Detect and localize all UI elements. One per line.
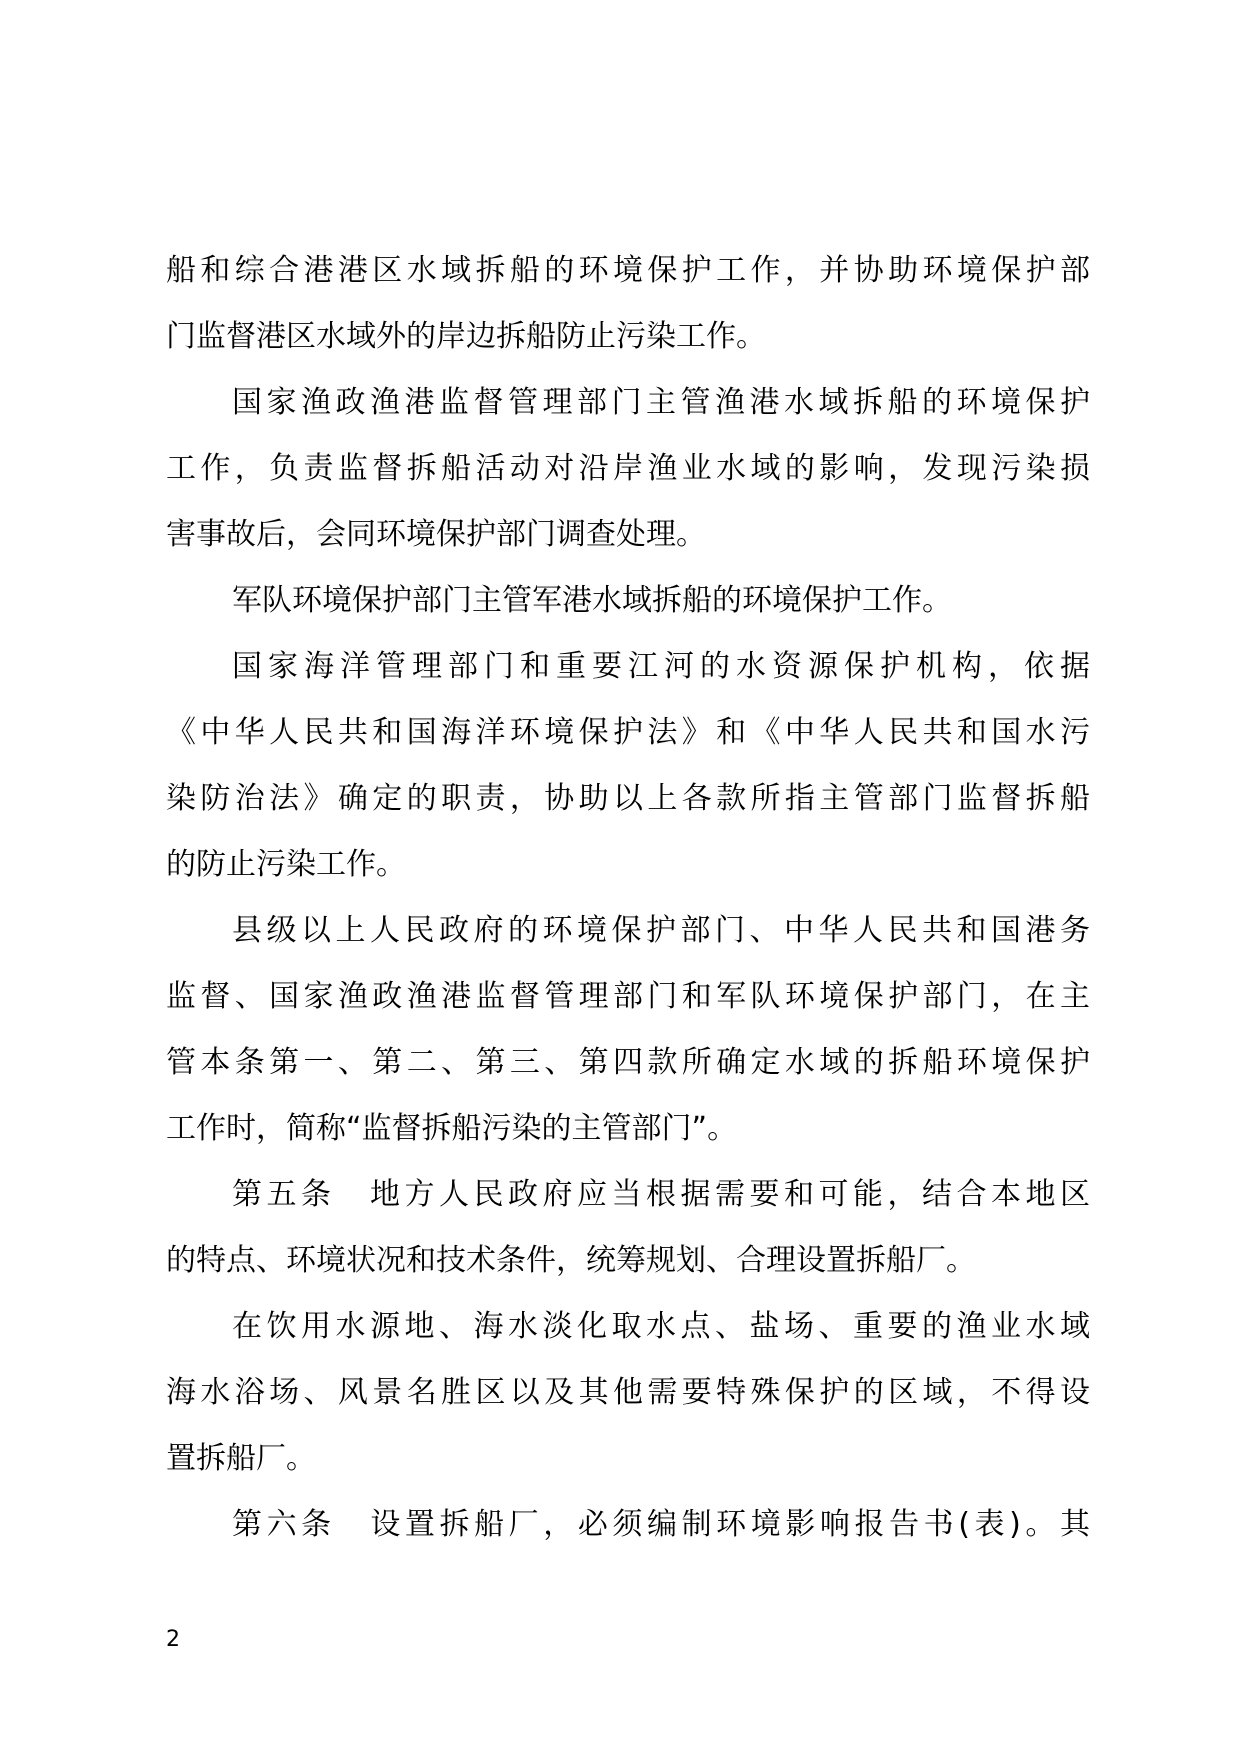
text-line: 门监督港区水域外的岸边拆船防止污染工作。: [166, 319, 766, 354]
paragraph: [166, 370, 1090, 568]
paragraph: [166, 568, 1090, 634]
text-line: 海水浴场、风景名胜区以及其他需要特殊保护的区域，不得设: [166, 1375, 1090, 1410]
text-line: 军队环境保护部门主管军港水域拆船的环境保护工作。: [232, 583, 952, 618]
text-line: 国家渔政渔港监督管理部门主管渔港水域拆船的环境保护: [232, 385, 1090, 420]
text-line: 县级以上人民政府的环境保护部门、中华人民共和国港务: [232, 913, 1090, 948]
text-line: 工作，负责监督拆船活动对沿岸渔业水域的影响，发现污染损: [166, 451, 1090, 486]
body-text: [166, 238, 1090, 1558]
page-number: 2: [166, 1627, 180, 1652]
paragraph: [166, 238, 1090, 370]
text-line: 国家海洋管理部门和重要江河的水资源保护机构，依据: [232, 649, 1090, 684]
paragraph: [166, 1162, 1090, 1294]
paragraph: [166, 1492, 1090, 1558]
text-line: 第六条 设置拆船厂，必须编制环境影响报告书(表)。其: [232, 1507, 1090, 1542]
paragraph: [166, 634, 1090, 898]
text-line: 的特点、环境状况和技术条件，统筹规划、合理设置拆船厂。: [166, 1243, 976, 1278]
text-line: 在饮用水源地、海水淡化取水点、盐场、重要的渔业水域: [232, 1309, 1090, 1344]
text-line: 的防止污染工作。: [166, 847, 406, 882]
text-line: 工作时，简称“监督拆船污染的主管部门”。: [166, 1111, 738, 1146]
text-line: 管本条第一、第二、第三、第四款所确定水域的拆船环境保护: [166, 1045, 1090, 1080]
text-line: 染防治法》确定的职责，协助以上各款所指主管部门监督拆船: [166, 781, 1090, 816]
paragraph: [166, 1294, 1090, 1492]
text-line: 第五条 地方人民政府应当根据需要和可能，结合本地区: [232, 1177, 1090, 1212]
text-line: 《中华人民共和国海洋环境保护法》和《中华人民共和国水污: [166, 715, 1090, 750]
text-line: 监督、国家渔政渔港监督管理部门和军队环境保护部门，在主: [166, 979, 1090, 1014]
paragraph: [166, 898, 1090, 1162]
text-line: 置拆船厂。: [166, 1441, 316, 1476]
text-line: 害事故后，会同环境保护部门调查处理。: [166, 517, 706, 552]
text-line: 船和综合港港区水域拆船的环境保护工作，并协助环境保护部: [166, 253, 1090, 288]
